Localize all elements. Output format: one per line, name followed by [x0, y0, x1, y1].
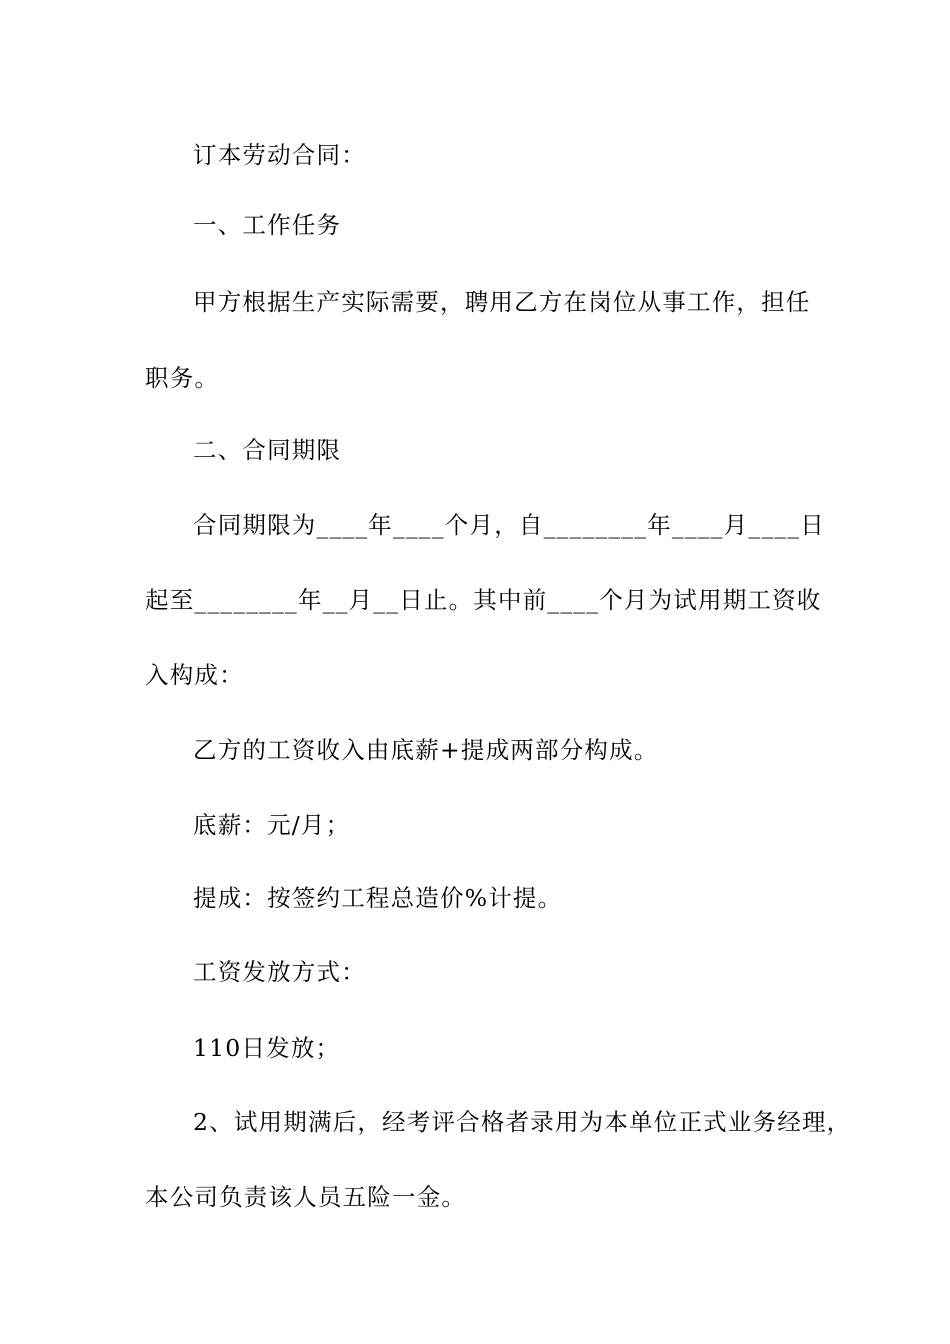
- paragraph-base-salary: 底薪：元/月；: [193, 811, 351, 839]
- paragraph-after-probation-line-1: 2、试用期满后，经考评合格者录用为本单位正式业务经理，: [193, 1108, 852, 1136]
- paragraph-contract-term-line-1: 合同期限为____年____个月，自________年____月____日: [193, 511, 825, 539]
- paragraph-intro: 订本劳动合同：: [193, 141, 366, 169]
- paragraph-commission: 提成：按签约工程总造价%计提。: [193, 884, 563, 912]
- paragraph-payment-method: 工资发放方式：: [193, 958, 366, 986]
- paragraph-after-probation-line-2: 本公司负责该人员五险一金。: [145, 1183, 467, 1211]
- paragraph-contract-term-line-2: 起至________年__月__日止。其中前____个月为试用期工资收: [145, 586, 822, 614]
- section-heading-contract-term: 二、合同期限: [193, 436, 342, 464]
- section-heading-work-task: 一、工作任务: [193, 211, 342, 239]
- paragraph-contract-term-line-3: 入构成：: [145, 661, 244, 689]
- paragraph-payment-day: 110日发放；: [193, 1034, 341, 1062]
- paragraph-salary-composition: 乙方的工资收入由底薪+提成两部分构成。: [193, 736, 659, 764]
- paragraph-work-task-line-2: 职务。: [145, 364, 220, 392]
- paragraph-work-task-line-1: 甲方根据生产实际需要，聘用乙方在岗位从事工作，担任: [193, 288, 811, 316]
